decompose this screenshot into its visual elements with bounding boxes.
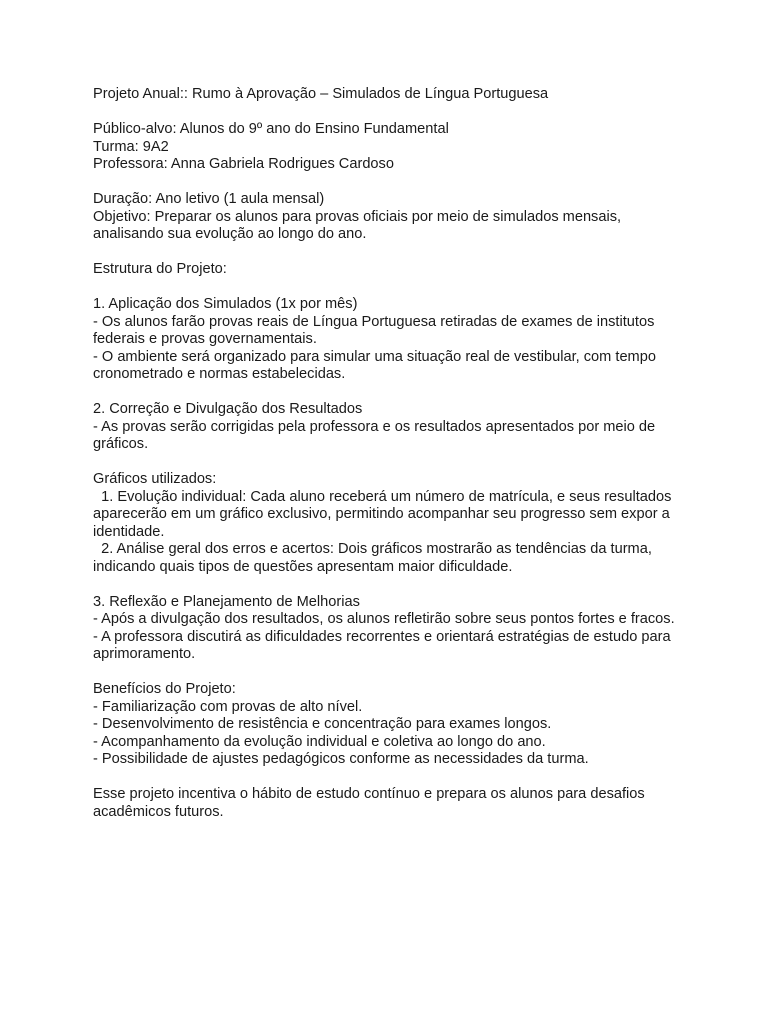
conclusion [93,786,683,821]
section-1 [93,296,683,384]
title-text: Projeto Anual:: Rumo à Aprovação – Simulados de Língua Portuguesa [93,86,549,102]
section-2-heading: 2. Correção e Divulgação dos Resultados [93,401,363,417]
section-2 [93,401,683,454]
project-info [93,121,683,174]
estrutura-heading-text: Estrutura do Projeto: [93,261,227,277]
duration-objective [93,191,683,244]
turma-line: Turma: 9A2 [93,138,169,155]
graficos-item [93,541,683,576]
beneficios-item: - Acompanhamento da evolução individual e coletiva ao longo do ano. [93,733,546,750]
graficos-item-text: 1. Evolução individual: Cada aluno receberá um número de matrícula, e seus resultados aparecerão em um gráfico exclusivo, permitindo acompanhar seu progresso sem expor a identidade. [93,488,672,540]
beneficios-item: - Desenvolvimento de resistência e concentração para exames longos. [93,716,552,732]
section-1-item: - Os alunos farão provas reais de Língua Portuguesa retiradas de exames de institutos federais e provas governamentais. [93,313,655,347]
section-3 [93,594,683,664]
section-3-item: - Após a divulgação dos resultados, os alunos refletirão sobre seus pontos fortes e fracos. [93,611,675,627]
graficos-item [93,489,683,542]
beneficios-heading: Benefícios do Projeto: [93,681,236,697]
section-1-heading: 1. Aplicação dos Simulados (1x por mês) [93,296,358,312]
professora-line: Professora: Anna Gabriela Rodrigues Cardoso [93,156,394,172]
conclusion-text: Esse projeto incentiva o hábito de estudo contínuo e prepara os alunos para desafios acadêmicos futuros. [93,786,645,820]
document-title [93,86,683,104]
publico-alvo-line: Público-alvo: Alunos do 9º ano do Ensino Fundamental [93,121,449,137]
beneficios-item: - Familiarização com provas de alto nível. [93,698,363,715]
section-1-item: - O ambiente será organizado para simular uma situação real de vestibular, com tempo cronometrado e normas estabelecidas. [93,348,656,382]
section-2-item: - As provas serão corrigidas pela professora e os resultados apresentados por meio de gráficos. [93,418,656,452]
estrutura-heading [93,261,683,279]
beneficios-item: - Possibilidade de ajustes pedagógicos conforme as necessidades da turma. [93,751,589,767]
section-3-item: - A professora discutirá as dificuldades recorrentes e orientará estratégias de estudo para aprimoramento. [93,628,671,662]
graficos-section [93,471,683,576]
document-page [93,86,683,839]
beneficios-section [93,681,683,769]
graficos-item-text: 2. Análise geral dos erros e acertos: Dois gráficos mostrarão as tendências da turma, indicando quais tipos de questões apresentam maior dificuldade. [93,541,652,575]
section-3-heading: 3. Reflexão e Planejamento de Melhorias [93,593,360,610]
graficos-heading: Gráficos utilizados: [93,471,217,487]
objetivo-line: Objetivo: Preparar os alunos para provas oficiais por meio de simulados mensais, analisando sua evolução ao longo do ano. [93,208,622,242]
duracao-line: Duração: Ano letivo (1 aula mensal) [93,191,325,207]
